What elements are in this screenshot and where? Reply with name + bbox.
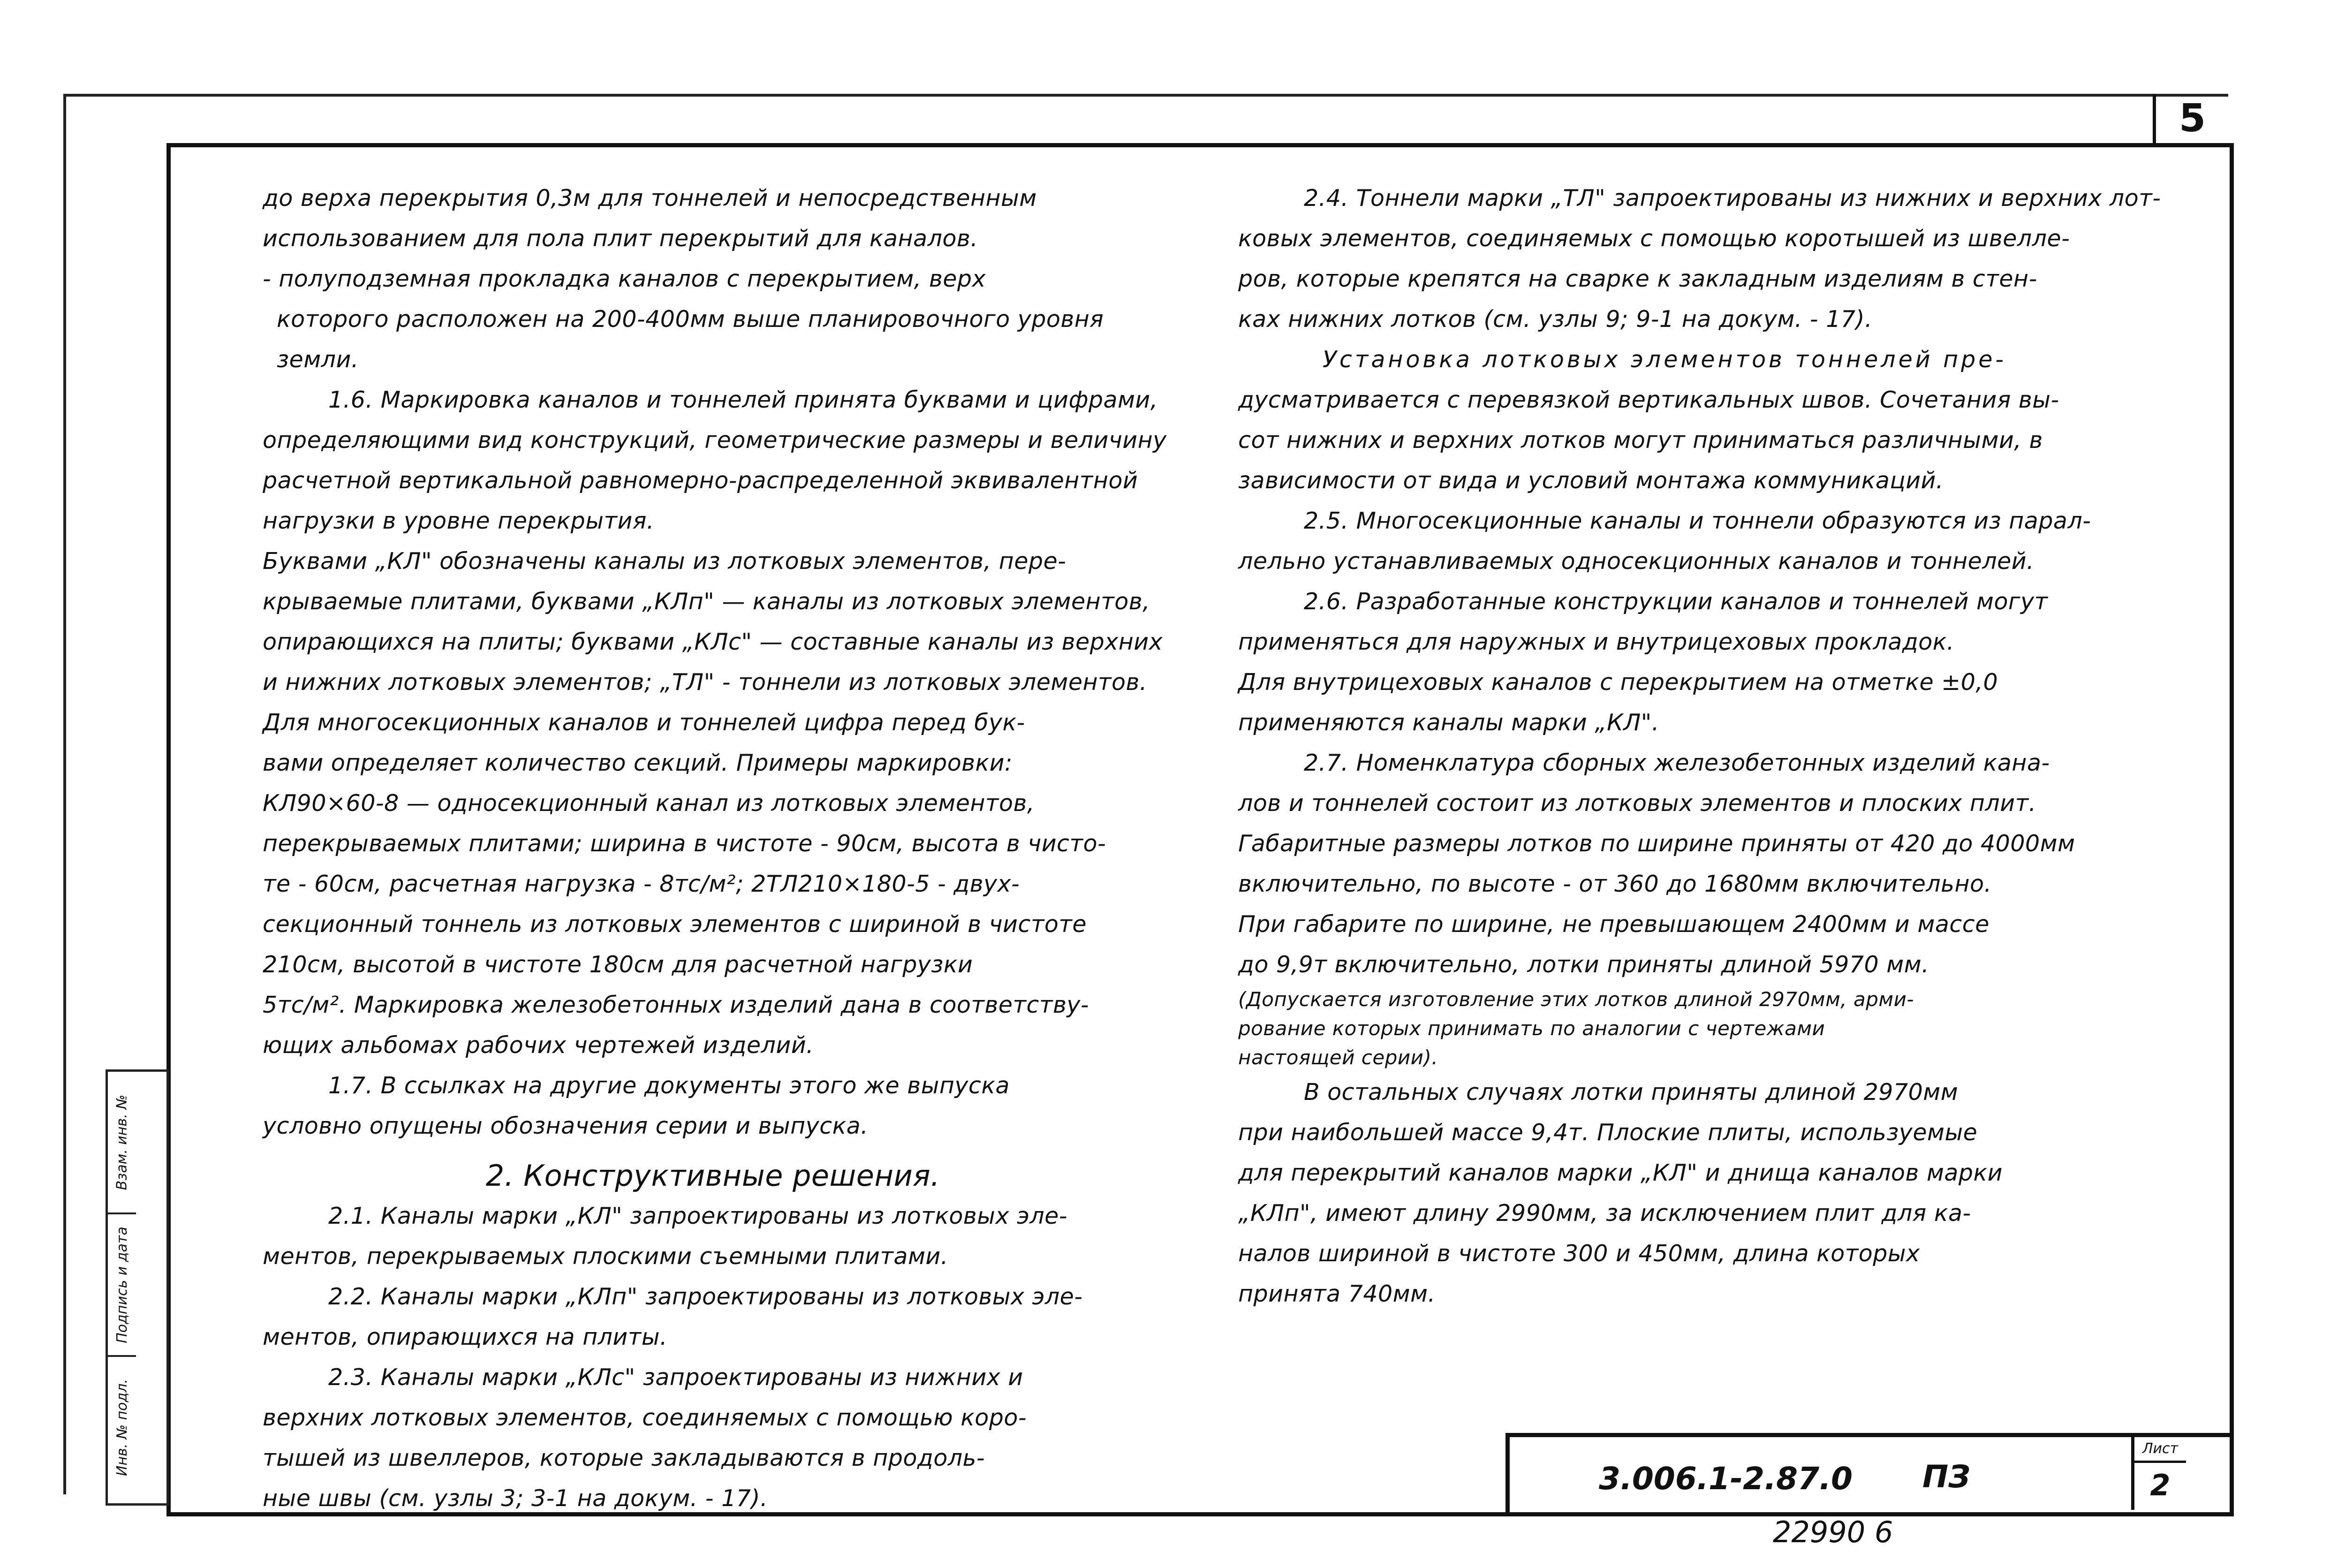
text-line: 2.4. Тоннели марки „ТЛ" запроектированы из нижних и верхних лот- bbox=[1304, 185, 2161, 212]
text-line: ров, которые крепятся на сварке к закладным изделиям в стен- bbox=[1238, 265, 2037, 292]
text-line: ющих альбомах рабочих чертежей изделий. bbox=[263, 1032, 814, 1059]
text-line: 2.3. Каналы марки „КЛс" запроектированы из нижних и bbox=[328, 1364, 1023, 1391]
text-line: нагрузки в уровне перекрытия. bbox=[263, 508, 654, 534]
text-line: опирающихся на плиты; буквами „КЛс" — составные каналы из верхних bbox=[263, 629, 1163, 655]
section-heading: 2. Конструктивные решения. bbox=[485, 1159, 940, 1193]
text-line: земли. bbox=[277, 346, 359, 373]
text-line: „КЛп", имеют длину 2990мм, за исключением плит для ка- bbox=[1238, 1200, 1971, 1227]
text-line: вами определяет количество секций. Примеры маркировки: bbox=[263, 750, 1013, 776]
text-line: условно опущены обозначения серии и выпуска. bbox=[263, 1113, 869, 1139]
text-line: крываемые плитами, буквами „КЛп" — каналы из лотковых элементов, bbox=[263, 588, 1150, 615]
text-line: до верха перекрытия 0,3м для тоннелей и непосредственным bbox=[263, 185, 1037, 212]
text-line: определяющими вид конструкций, геометрические размеры и величину bbox=[263, 427, 1167, 454]
text-line: расчетной вертикальной равномерно-распределенной эквивалентной bbox=[263, 467, 1138, 494]
text-line: 1.6. Маркировка каналов и тоннелей принята буквами и цифрами, bbox=[328, 386, 1158, 413]
text-line: При габарите по ширине, не превышающем 2400мм и массе bbox=[1238, 911, 1989, 938]
text-line: ные швы (см. узлы 3; 3-1 на докум. - 17). bbox=[263, 1485, 768, 1512]
text-line: КЛ90×60-8 — односекционный канал из лотковых элементов, bbox=[263, 790, 1035, 817]
text-line: тышей из швеллеров, которые закладываются в продоль- bbox=[263, 1445, 985, 1471]
left-column bbox=[263, 178, 1167, 1519]
text-line: и нижних лотковых элементов; „ТЛ" - тоннели из лотковых элементов. bbox=[263, 669, 1147, 696]
text-line: налов шириной в чистоте 300 и 450мм, длина которых bbox=[1238, 1240, 1920, 1267]
sheet-box bbox=[2131, 1437, 2186, 1510]
text-line: - полуподземная прокладка каналов с перекрытием, верх bbox=[263, 265, 986, 292]
text-line: 5тс/м². Маркировка железобетонных изделий дана в соответству- bbox=[263, 992, 1089, 1018]
stamp-cell: Взам. инв. № bbox=[108, 1072, 136, 1214]
text-line: ках нижних лотков (см. узлы 9; 9-1 на докум. - 17). bbox=[1238, 306, 1873, 333]
text-line: включительно, по высоте - от 360 до 1680мм включительно. bbox=[1238, 871, 1992, 897]
text-line: применяться для наружных и внутрицеховых прокладок. bbox=[1238, 629, 1954, 655]
text-line: зависимости от вида и условий монтажа коммуникаций. bbox=[1238, 467, 1944, 494]
sheet-number: 2 bbox=[2150, 1468, 2171, 1502]
text-line: В остальных случаях лотки приняты длиной 2970мм bbox=[1304, 1079, 1959, 1106]
note-line: (Допускается изготовление этих лотков длиной 2970мм, арми- bbox=[1238, 988, 1914, 1011]
text-line: верхних лотковых элементов, соединяемых с помощью коро- bbox=[263, 1404, 1027, 1431]
text-line: ментов, перекрываемых плоскими съемными плитами. bbox=[263, 1243, 948, 1270]
sheet-label: Лист bbox=[2134, 1437, 2186, 1463]
text-line: Установка лотковых элементов тоннелей пре- bbox=[1323, 346, 2007, 373]
text-line: принята 740мм. bbox=[1238, 1280, 1436, 1307]
text-line: 1.7. В ссылках на другие документы этого же выпуска bbox=[328, 1072, 1010, 1099]
text-line: те - 60см, расчетная нагрузка - 8тс/м²; 2ТЛ210×180-5 - двух- bbox=[263, 871, 1020, 897]
text-line: сот нижних и верхних лотков могут приниматься различными, в bbox=[1238, 427, 2043, 454]
text-line: лельно устанавливаемых односекционных каналов и тоннелей. bbox=[1238, 548, 2035, 575]
text-line: использованием для пола плит перекрытий для каналов. bbox=[263, 225, 978, 252]
text-line: при наибольшей массе 9,4т. Плоские плиты, используемые bbox=[1238, 1119, 1978, 1146]
text-line: 2.2. Каналы марки „КЛп" запроектированы из лотковых эле- bbox=[328, 1283, 1083, 1310]
stamp-cell: Инв. № подл. bbox=[113, 1379, 130, 1476]
text-line: 2.5. Многосекционные каналы и тоннели образуются из парал- bbox=[1304, 508, 2091, 534]
text-line: дусматривается с перевязкой вертикальных швов. Сочетания вы- bbox=[1238, 386, 2059, 413]
stamp-cell: Подпись и дата bbox=[108, 1214, 136, 1357]
archive-number: 22990 6 bbox=[1773, 1515, 1893, 1549]
text-line: секционный тоннель из лотковых элементов с шириной в чистоте bbox=[263, 911, 1087, 938]
text-line: применяются каналы марки „КЛ". bbox=[1238, 709, 1659, 736]
text-line: 210см, высотой в чистоте 180см для расчетной нагрузки bbox=[263, 951, 973, 978]
text-line: 2.1. Каналы марки „КЛ" запроектированы из лотковых эле- bbox=[328, 1203, 1067, 1229]
text-line: 2.6. Разработанные конструкции каналов и тоннелей могут bbox=[1304, 588, 2048, 615]
note-line: настоящей серии). bbox=[1238, 1046, 1438, 1069]
text-line: для перекрытий каналов марки „КЛ" и днища каналов марки bbox=[1238, 1159, 2003, 1186]
text-line: до 9,9т включительно, лотки приняты длиной 5970 мм. bbox=[1238, 951, 1929, 978]
title-block bbox=[1505, 1433, 2230, 1512]
text-line: Для внутрицеховых каналов с перекрытием на отметке ±0,0 bbox=[1238, 669, 1998, 696]
text-line: которого расположен на 200-400мм выше планировочного уровня bbox=[277, 306, 1104, 333]
right-column bbox=[1238, 178, 2161, 1314]
document-code: 3.006.1-2.87.0 bbox=[1599, 1461, 1853, 1497]
text-line: 2.7. Номенклатура сборных железобетонных изделий кана- bbox=[1304, 750, 2050, 776]
text-line: перекрываемых плитами; ширина в чистоте - 90см, высота в чисто- bbox=[263, 830, 1106, 857]
page-number: 5 bbox=[2153, 94, 2229, 146]
approval-stamp-strip bbox=[106, 1069, 169, 1506]
text-line: Для многосекционных каналов и тоннелей цифра перед бук- bbox=[263, 709, 1025, 736]
note-line: рование которых принимать по аналогии с чертежами bbox=[1238, 1017, 1825, 1040]
text-line: лов и тоннелей состоит из лотковых элементов и плоских плит. bbox=[1238, 790, 2036, 817]
document-mark: ПЗ bbox=[1922, 1459, 1971, 1495]
text-line: ковых элементов, соединяемых с помощью коротышей из швелле- bbox=[1238, 225, 2070, 252]
text-line: ментов, опирающихся на плиты. bbox=[263, 1324, 668, 1350]
text-line: Буквами „КЛ" обозначены каналы из лотковых элементов, пере- bbox=[263, 548, 1067, 575]
text-line: Габаритные размеры лотков по ширине приняты от 420 до 4000мм bbox=[1238, 830, 2075, 857]
